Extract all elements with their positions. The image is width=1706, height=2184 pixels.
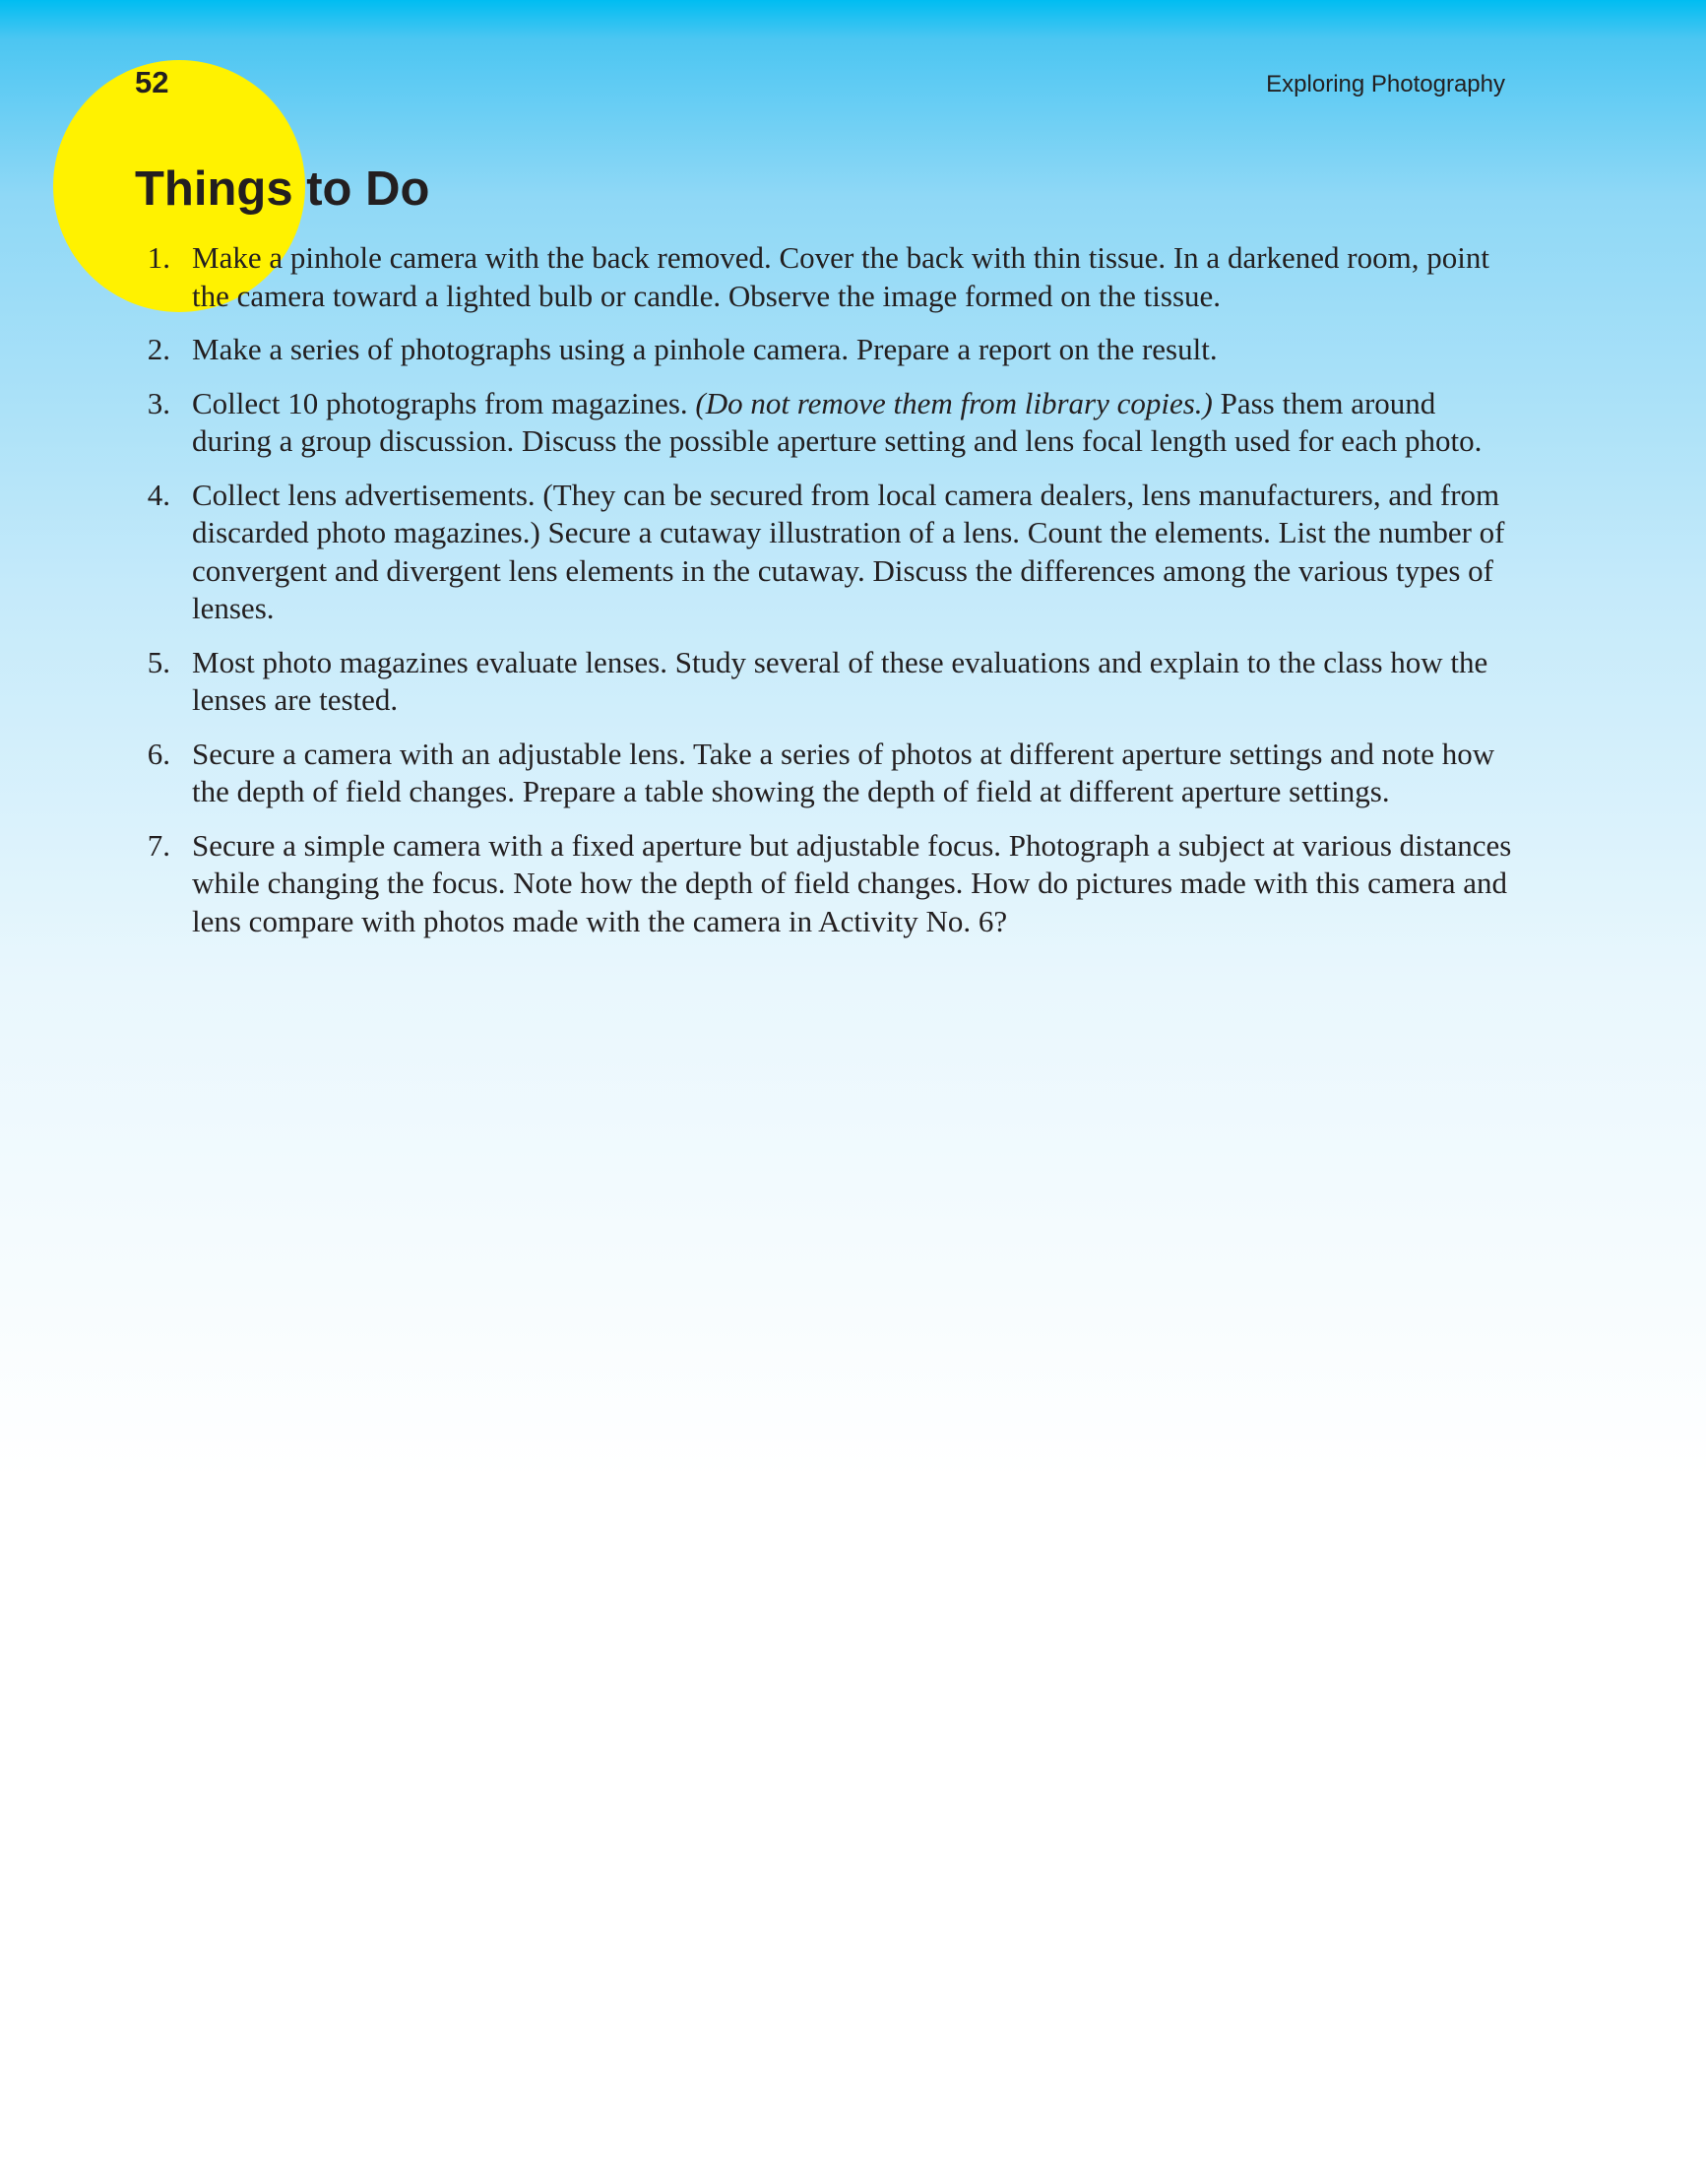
activity-number: 1. [147,240,170,275]
activity-item-6 [135,736,1513,811]
section-title: Things to Do [135,162,430,216]
activity-text: Most photo magazines evaluate lenses. Study several of these evaluations and explain to the class how the lenses are tested. [192,644,1488,717]
activity-text: Secure a camera with an adjustable lens. Take a series of photos at different aperture settings and note how the depth of field changes. Prepare a table showing the depth of field at different aperture settings. [192,736,1495,808]
activity-number: 5. [147,644,170,679]
activity-number: 7. [147,827,170,863]
activity-number: 6. [147,736,170,771]
activity-text [192,386,1482,459]
activity-text-rest: Pass them around during a group discussion. Discuss the possible aperture setting and lens focal length used for each photo. [192,385,1483,458]
activity-list [135,239,1513,956]
activity-text: Make a series of photographs using a pinhole camera. Prepare a report on the result. [192,332,1218,366]
activity-item-1 [135,239,1513,315]
activity-number: 2. [147,332,170,366]
running-header: Exploring Photography [1266,71,1505,97]
activity-item-4 [135,477,1513,628]
activity-item-2 [135,331,1513,369]
activity-number: 3. [147,385,170,420]
activity-item-5 [135,644,1513,720]
activity-text-lead: Collect 10 photographs from magazines. [192,385,696,420]
page-number: 52 [135,65,169,99]
activity-text: Secure a simple camera with a fixed aperture but adjustable focus. Photograph a subject at various distances while changing the focus. Note how the depth of field changes. How do pictures made with this camera and lens compare with photos made with the camera in Activity No. 6? [192,827,1512,938]
activity-text: Collect lens advertisements. (They can be secured from local camera dealers, lens manufacturers, and from discarded photo magazines.) Secure a cutaway illustration of a lens. Count the elements. List the number of convergent and divergent lens elements in the cutaway. Discuss the differences among the various types of lenses. [192,477,1505,625]
activity-item-3 [135,385,1513,461]
activity-text-italic-note: (Do not remove them from library copies.) [695,385,1213,420]
activity-number: 4. [147,477,170,512]
activity-text: Make a pinhole camera with the back removed. Cover the back with thin tissue. In a darkened room, point the camera toward a lighted bulb or candle. Observe the image formed on the tissue. [192,240,1489,313]
activity-item-7 [135,827,1513,941]
